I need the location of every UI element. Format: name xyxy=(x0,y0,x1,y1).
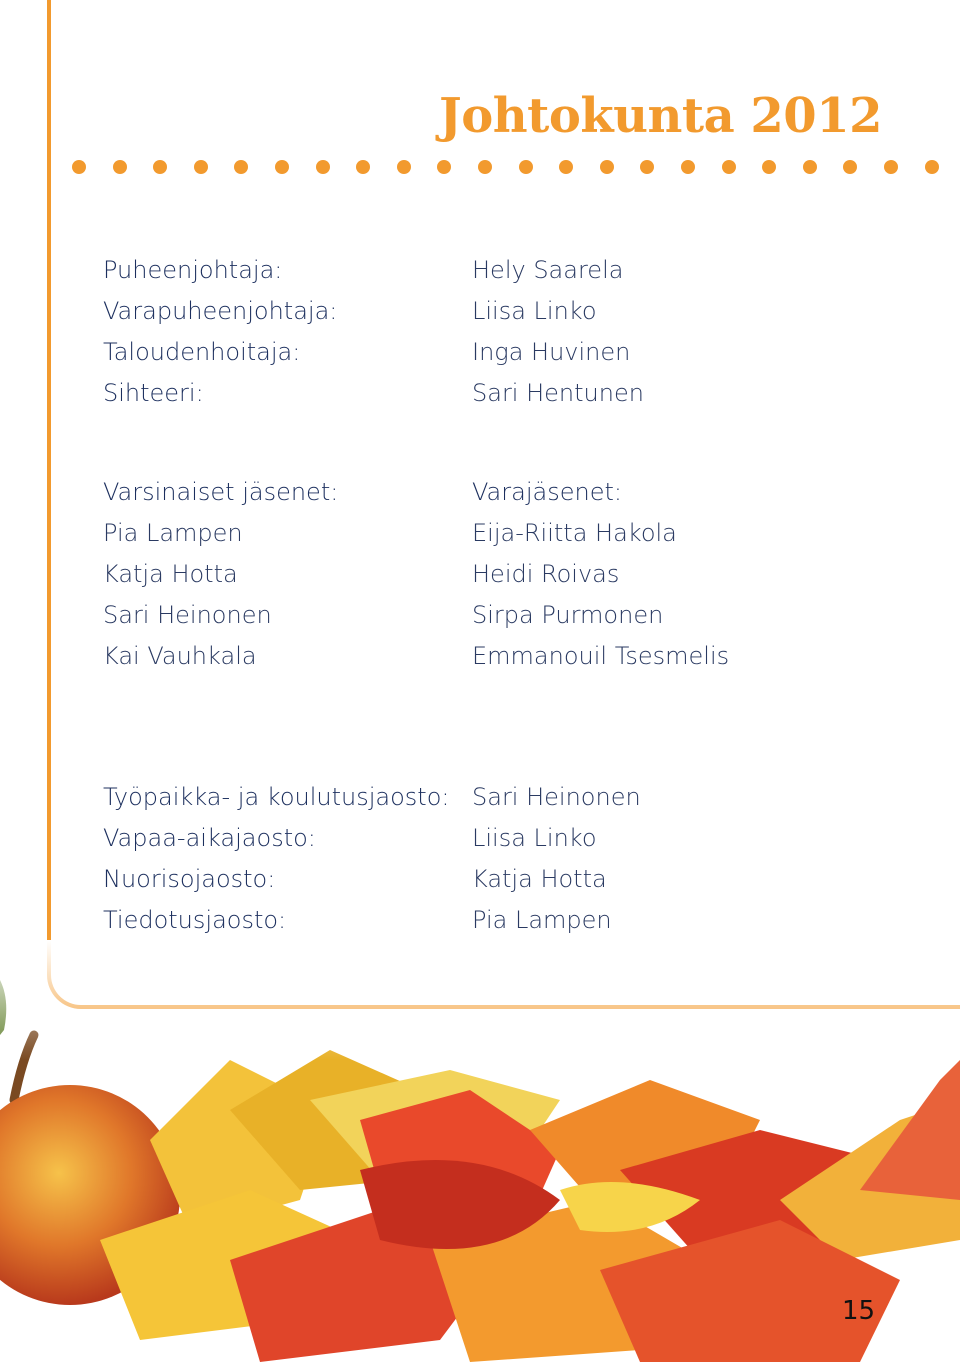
committee-person: Sari Heinonen xyxy=(472,783,641,811)
officer-name: Liisa Linko xyxy=(472,297,597,325)
officer-role: Puheenjohtaja: xyxy=(103,256,283,284)
deputy-member: Sirpa Purmonen xyxy=(472,601,664,629)
committee-name: Nuorisojaosto: xyxy=(103,865,276,893)
officer-role: Varapuheenjohtaja: xyxy=(103,297,338,325)
officer-role: Taloudenhoitaja: xyxy=(103,338,301,366)
committee-name: Tiedotusjaosto: xyxy=(103,906,287,934)
officer-name: Hely Saarela xyxy=(472,256,624,284)
committee-person: Pia Lampen xyxy=(472,906,612,934)
deputy-member: Heidi Roivas xyxy=(472,560,620,588)
deputy-members-heading: Varajäsenet: xyxy=(472,478,622,506)
regular-member: Katja Hotta xyxy=(103,560,238,588)
dotted-divider xyxy=(72,157,952,179)
committee-person: Liisa Linko xyxy=(472,824,597,852)
officer-name: Inga Huvinen xyxy=(472,338,631,366)
deputy-member: Emmanouil Tsesmelis xyxy=(472,642,730,670)
deputy-member: Eija-Riitta Hakola xyxy=(472,519,677,547)
regular-member: Kai Vauhkala xyxy=(103,642,257,670)
regular-member: Sari Heinonen xyxy=(103,601,272,629)
officer-role: Sihteeri: xyxy=(103,379,204,407)
page-number: 15 xyxy=(842,1296,876,1326)
committee-name: Vapaa-aikajaosto: xyxy=(103,824,316,852)
regular-member: Pia Lampen xyxy=(103,519,243,547)
committee-person: Katja Hotta xyxy=(472,865,607,893)
officer-name: Sari Hentunen xyxy=(472,379,644,407)
regular-members-heading: Varsinaiset jäsenet: xyxy=(103,478,339,506)
autumn-leaves-illustration xyxy=(0,940,960,1362)
page-title: Johtokunta 2012 xyxy=(439,88,882,144)
committee-name: Työpaikka- ja koulutusjaosto: xyxy=(103,783,450,811)
